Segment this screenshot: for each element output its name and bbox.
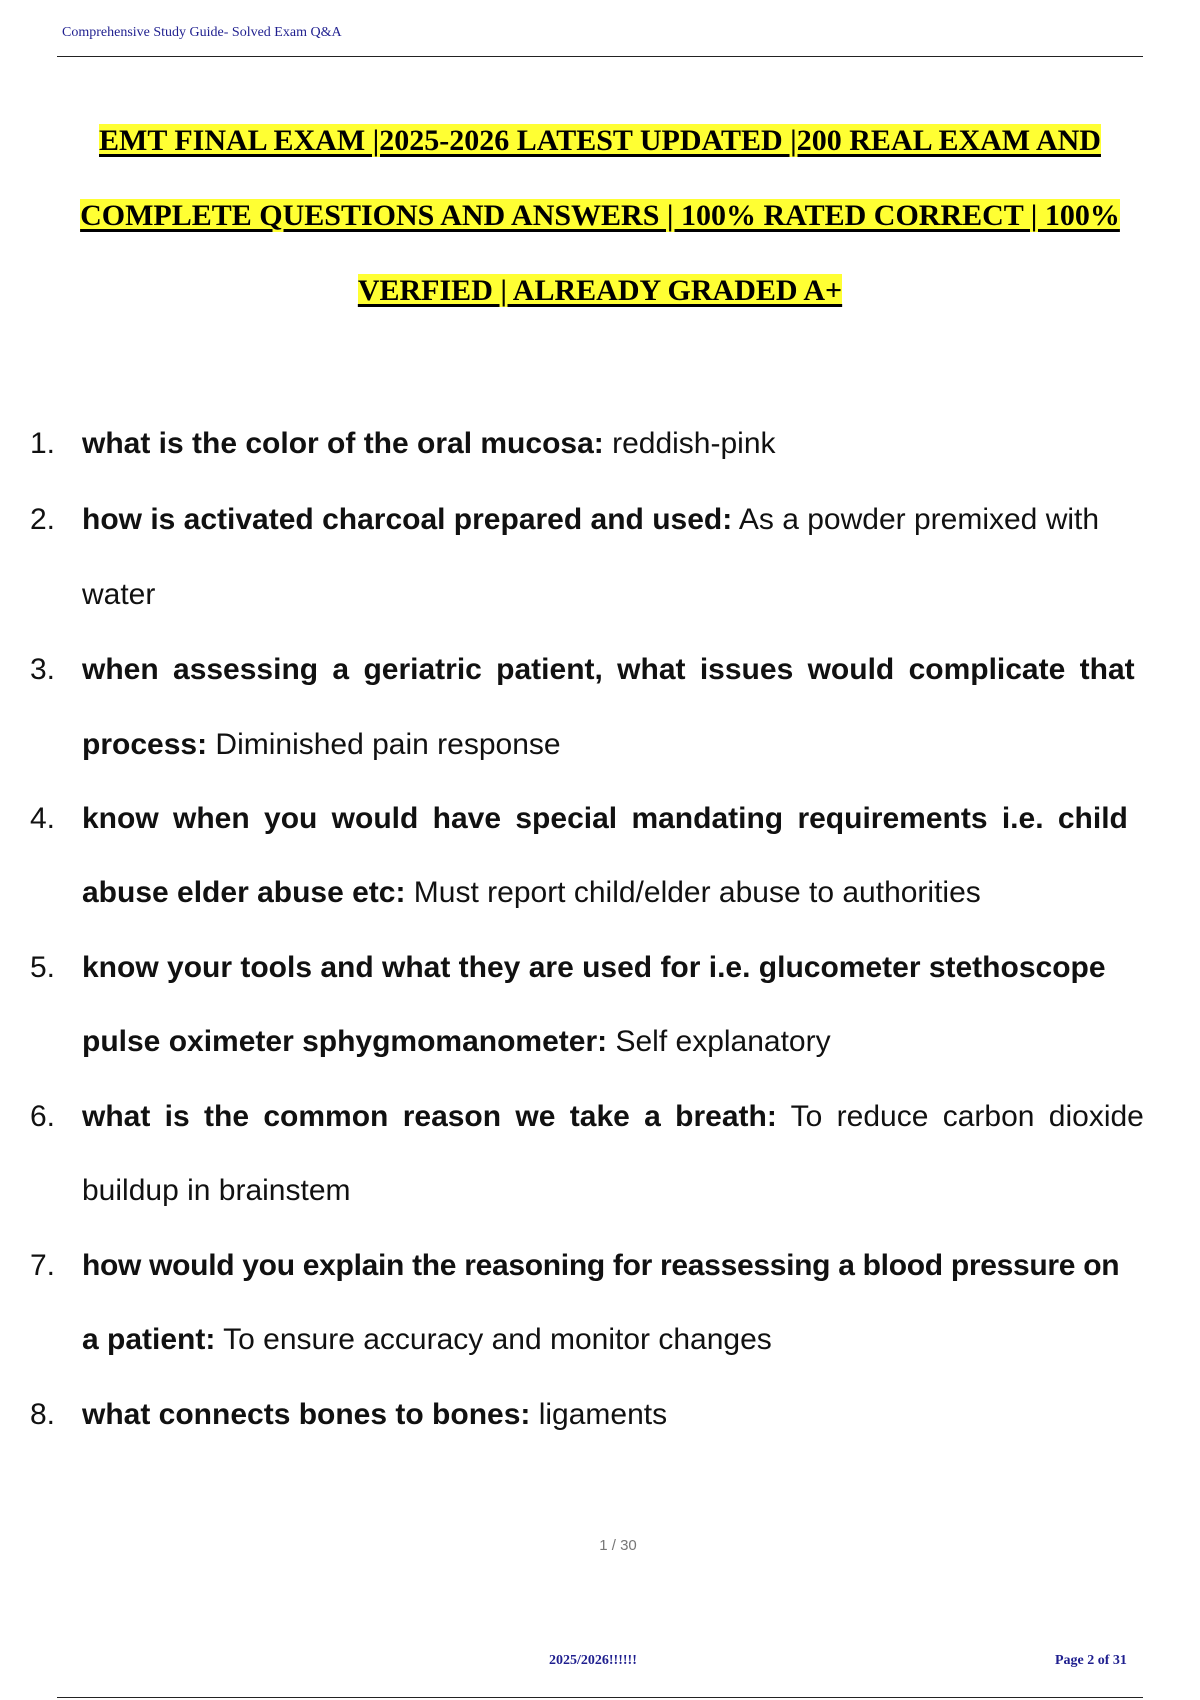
answer-text: reddish-pink	[603, 427, 776, 460]
item-line	[82, 1022, 1200, 1062]
title-line-2: COMPLETE QUESTIONS AND ANSWERS | 100% RATED CORRECT | 100%	[80, 199, 1120, 232]
item-line	[82, 948, 1200, 988]
footer-divider	[57, 1697, 1143, 1698]
item-number: 2.	[30, 503, 56, 536]
item-number: 4.	[30, 802, 56, 835]
item-number: 1.	[30, 427, 56, 460]
question-text: what is the color of the oral mucosa:	[82, 427, 604, 460]
header-text: Comprehensive Study Guide- Solved Exam Q&A	[62, 25, 342, 40]
item-line	[82, 424, 1200, 464]
answer-text: Must report child/elder abuse to authorities	[405, 876, 981, 909]
item-number: 7.	[30, 1249, 56, 1282]
item-line	[82, 1171, 1200, 1211]
answer-text: To ensure accuracy and monitor changes	[215, 1323, 772, 1356]
title-line-3: VERFIED | ALREADY GRADED A+	[357, 274, 843, 307]
question-text: when assessing a geriatric patient, what issues would complicate that	[82, 653, 1135, 686]
title-line-1: EMT FINAL EXAM |2025-2026 LATEST UPDATED |200 REAL EXAM AND	[99, 124, 1101, 157]
item-line	[82, 799, 1200, 839]
item-line	[82, 575, 1200, 615]
item-number: 8.	[30, 1398, 56, 1431]
answer-text: ligaments	[530, 1398, 668, 1431]
item-line	[82, 725, 1200, 765]
question-text: how would you explain the reasoning for reassessing a blood pressure on	[82, 1249, 1120, 1282]
question-text: what is the common reason we take a breath:	[82, 1100, 777, 1133]
item-line	[82, 873, 1200, 913]
question-text: pulse oximeter sphygmomanometer:	[82, 1025, 608, 1058]
question-text: know your tools and what they are used for i.e. glucometer stethoscope	[82, 951, 1106, 984]
item-line	[82, 500, 1200, 540]
answer-text: Diminished pain response	[207, 728, 561, 761]
footer-year: 2025/2026!!!!!!	[549, 1653, 637, 1668]
answer-text: To reduce carbon dioxide	[776, 1100, 1144, 1133]
answer-text: Self explanatory	[607, 1025, 831, 1058]
item-number: 3.	[30, 653, 56, 686]
answer-text: As a powder premixed with	[732, 503, 1100, 536]
page-indicator: 1 / 30	[599, 1537, 637, 1554]
question-text: what connects bones to bones:	[82, 1398, 531, 1431]
question-text: how is activated charcoal prepared and used:	[82, 503, 733, 536]
item-line	[82, 650, 1200, 690]
answer-text: buildup in brainstem	[82, 1174, 351, 1207]
item-number: 5.	[30, 951, 56, 984]
item-number: 6.	[30, 1100, 56, 1133]
footer-page-number: Page 2 of 31	[1055, 1653, 1127, 1668]
item-line	[82, 1246, 1200, 1286]
item-line	[82, 1395, 1200, 1435]
item-line	[82, 1097, 1200, 1137]
question-text: know when you would have special mandating requirements i.e. child	[82, 802, 1128, 835]
answer-text: water	[82, 578, 156, 611]
item-line	[82, 1320, 1200, 1360]
question-text: abuse elder abuse etc:	[82, 876, 406, 909]
question-text: a patient:	[82, 1323, 216, 1356]
question-text: process:	[82, 728, 208, 761]
